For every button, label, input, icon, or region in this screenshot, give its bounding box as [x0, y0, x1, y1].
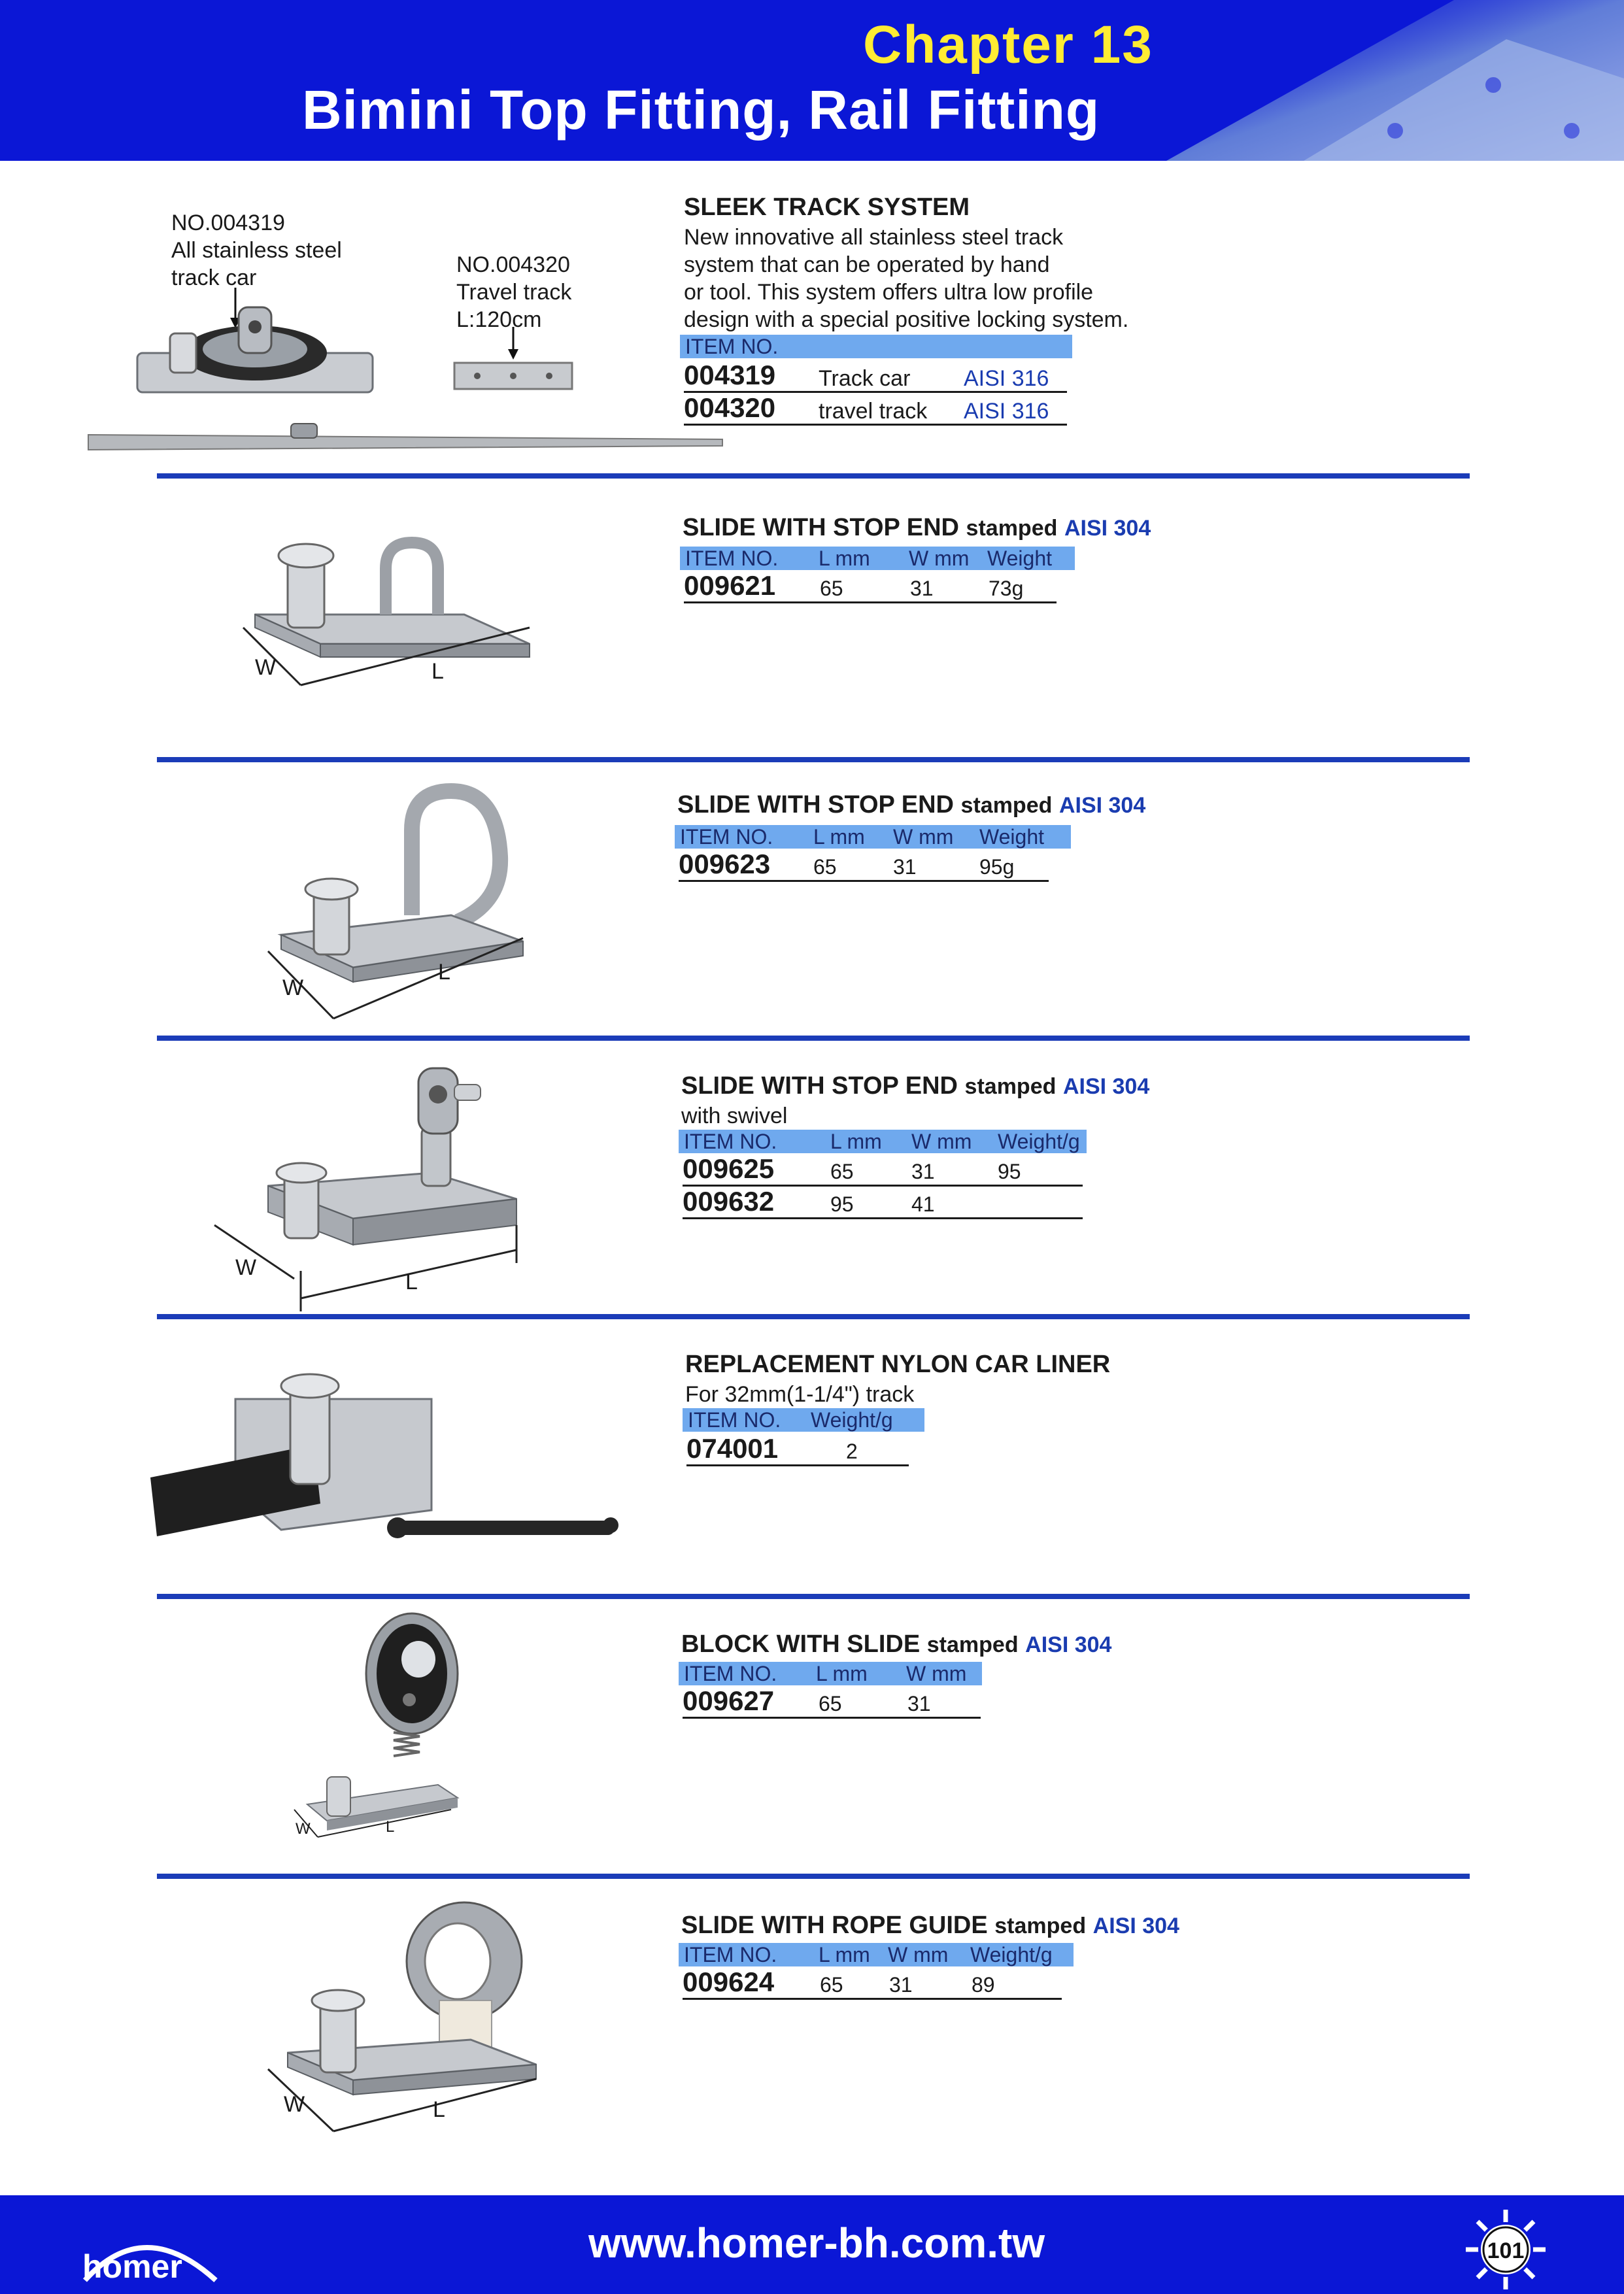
- hinge-decoration-image: [1088, 0, 1624, 161]
- table-row: 009623 65 31 95g: [679, 851, 1049, 882]
- slide-9623-title: SLIDE WITH STOP END stamped AISI 304: [677, 791, 1146, 818]
- nylon-car-liner-image: [144, 1360, 628, 1556]
- dimension-l-label: L: [438, 960, 450, 985]
- slide-stop-end-ring-image: [255, 778, 556, 1033]
- travel-track-label: NO.004320 Travel track L:120cm: [456, 252, 572, 332]
- slide-swivel-image: [209, 1055, 536, 1317]
- table-row: 074001 2: [686, 1436, 909, 1466]
- block-title: BLOCK WITH SLIDE stamped AISI 304: [681, 1630, 1112, 1658]
- table-row: 009632 95 41: [683, 1189, 1083, 1219]
- sleek-track-title: SLEEK TRACK SYSTEM: [684, 194, 970, 221]
- table-row: 004319 Track car AISI 316: [684, 362, 1067, 393]
- table-row: 009625 65 31 95: [683, 1156, 1083, 1187]
- section-divider: [157, 473, 1470, 479]
- slide-swivel-title: SLIDE WITH STOP END stamped AISI 304: [681, 1072, 1150, 1100]
- dimension-l-label: L: [386, 1818, 395, 1836]
- page-footer: [0, 2195, 1624, 2294]
- slide-stop-end-image: [229, 530, 543, 719]
- liner-table-header: ITEM NO. Weight/g: [683, 1408, 924, 1432]
- dimension-l-label: L: [431, 659, 444, 684]
- page-number-badge: [1463, 2207, 1548, 2292]
- block-table-header: ITEM NO. L mm W mm: [679, 1662, 982, 1685]
- liner-title: REPLACEMENT NYLON CAR LINER: [685, 1351, 1111, 1378]
- homer-logo: [72, 2208, 229, 2287]
- sleek-track-description: New innovative all stainless steel track system that can be operated by hand or tool. This system offers ultra low profile design with a special positive locking system.: [684, 225, 1129, 332]
- slide-9621-table-header: ITEM NO. L mm W mm Weight: [680, 547, 1075, 570]
- page-number: 101: [1487, 2238, 1525, 2263]
- block-with-slide-image: [281, 1602, 471, 1850]
- section-divider: [157, 1874, 1470, 1879]
- table-row: 009627 65 31: [683, 1688, 981, 1719]
- table-row: 004320 travel track AISI 316: [684, 395, 1067, 426]
- table-row: 009624 65 31 89: [683, 1969, 1062, 2000]
- track-car-label: NO.004319 All stainless steel track car: [171, 211, 342, 290]
- website-link[interactable]: www.homer-bh.com.tw: [588, 2219, 1045, 2267]
- dimension-w-label: W: [235, 1255, 257, 1280]
- dimension-w-label: W: [282, 975, 304, 1000]
- chapter-title: Bimini Top Fitting, Rail Fitting: [302, 79, 1100, 141]
- section-divider: [157, 1314, 1470, 1319]
- rope-guide-table-header: ITEM NO. L mm W mm Weight/g: [679, 1943, 1074, 1966]
- table-row: 009621 65 31 73g: [684, 573, 1057, 603]
- dimension-l-label: L: [433, 2097, 445, 2122]
- dimension-w-label: W: [255, 655, 277, 680]
- chapter-number: Chapter 13: [863, 15, 1153, 75]
- svg-text:homer: homer: [82, 2248, 182, 2285]
- page-header: [0, 0, 1624, 161]
- dimension-l-label: L: [405, 1270, 418, 1294]
- liner-subtitle: For 32mm(1-1/4") track: [685, 1382, 915, 1407]
- dimension-w-label: W: [296, 1820, 311, 1838]
- slide-9621-title: SLIDE WITH STOP END stamped AISI 304: [683, 514, 1151, 541]
- rope-guide-title: SLIDE WITH ROPE GUIDE stamped AISI 304: [681, 1912, 1179, 1939]
- slide-9623-table-header: ITEM NO. L mm W mm Weight: [675, 825, 1071, 849]
- dimension-w-label: W: [284, 2092, 305, 2117]
- slide-swivel-table-header: ITEM NO. L mm W mm Weight/g: [679, 1130, 1087, 1153]
- sleek-track-table-header: ITEM NO.: [680, 335, 1072, 358]
- slide-rope-guide-image: [262, 1889, 549, 2151]
- section-divider: [157, 757, 1470, 762]
- section-divider: [157, 1594, 1470, 1599]
- sleek-track-image: [78, 281, 726, 458]
- section-divider: [157, 1036, 1470, 1041]
- slide-swivel-subtitle: with swivel: [681, 1104, 788, 1128]
